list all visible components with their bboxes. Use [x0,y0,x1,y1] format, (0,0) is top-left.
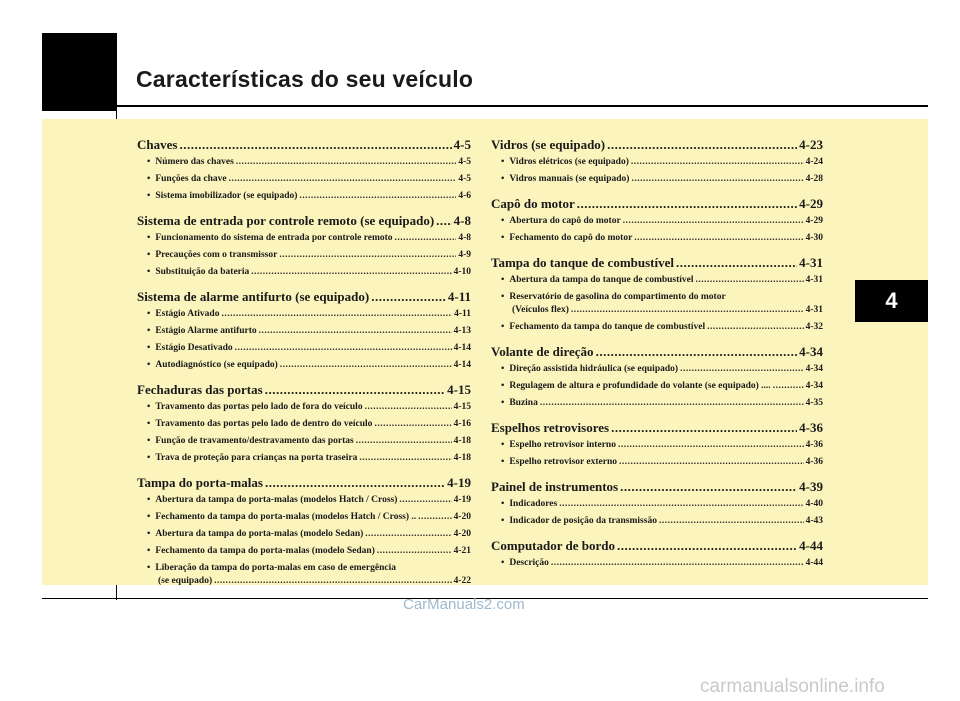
toc-item[interactable] [137,250,471,265]
bullet-icon: • [147,174,151,184]
toc-item-label: Sistema imobilizador (se equipado) [155,191,298,201]
toc-item[interactable] [137,343,471,358]
toc-item-label: Precauções com o transmissor [155,250,278,260]
bullet-icon: • [147,546,151,556]
dot-leader [773,381,804,391]
dot-leader [631,174,803,184]
bullet-icon: • [501,292,505,302]
toc-item-label: Abertura da tampa do porta-malas (modelos Hatch / Cross) [155,495,398,505]
bullet-icon: • [147,326,151,336]
toc-item[interactable] [137,402,471,417]
bullet-icon: • [147,495,151,505]
bullet-icon: • [147,309,151,319]
toc-item-label: Trava de proteção para crianças na porta traseira [155,453,358,463]
toc-item-page: 4-16 [453,419,471,429]
toc-item-page: 4-29 [805,216,823,226]
toc-section-label: Chaves [137,137,178,152]
toc-item-label: Abertura do capô do motor [509,216,621,226]
bullet-icon: • [147,157,151,167]
toc-section-page: 4-34 [799,344,823,359]
toc-item-label: Autodiagnóstico (se equipado) [155,360,278,370]
dot-leader [251,267,451,277]
toc-section-page: 4-44 [799,538,823,553]
toc-section-label: Vidros (se equipado) [491,137,606,152]
toc-item-page: 4-43 [805,516,823,526]
toc-item[interactable] [491,398,823,413]
bullet-icon: • [501,233,505,243]
bullet-icon: • [501,499,505,509]
dot-leader [299,191,456,201]
bullet-icon: • [501,457,505,467]
toc-item[interactable] [491,381,823,396]
toc-item-page: 4-14 [453,343,471,353]
toc-section-page: 4-23 [799,137,823,152]
dot-leader [540,398,804,408]
toc-item-page: 4-13 [453,326,471,336]
toc-item[interactable] [491,292,823,305]
toc-section[interactable] [491,344,823,362]
toc-item-page: 4-36 [805,457,823,467]
dot-leader [634,233,803,243]
toc-item-page: 4-34 [805,364,823,374]
dot-leader [617,538,797,554]
toc-item-label: Função de travamento/destravamento das portas [155,436,354,446]
toc-item-label: Fechamento do capô do motor [509,233,633,243]
toc-section-label: Fechaduras das portas [137,382,263,397]
toc-column-left [137,137,471,591]
toc-item-continuation[interactable] [137,576,471,591]
toc-item-continuation-label: (Veículos flex) [512,305,569,315]
toc-item-page: 4-36 [805,440,823,450]
toc-item-label: Fechamento da tampa do porta-malas (modelos Hatch / Cross) .. [155,512,417,522]
toc-item[interactable] [491,440,823,455]
toc-item-page: 4-40 [805,499,823,509]
bullet-icon: • [501,322,505,332]
toc-item[interactable] [491,216,823,231]
toc-item[interactable] [137,495,471,510]
watermark-top[interactable]: CarManuals2.com [403,596,525,613]
toc-item-page: 4-24 [805,157,823,167]
dot-leader [623,216,804,226]
toc-item[interactable] [137,360,471,375]
toc-item[interactable] [137,174,471,189]
dot-leader [179,137,451,153]
toc-item-label: Indicador de posição da transmissão [509,516,657,526]
toc-item[interactable] [491,364,823,379]
dot-leader [607,137,797,153]
toc-item-label: Substituição da bateria [155,267,250,277]
toc-item-page: 4-35 [805,398,823,408]
toc-item-label: Travamento das portas pelo lado de fora do veículo [155,402,363,412]
watermark-bottom[interactable]: carmanualsonline.info [700,676,885,697]
toc-item[interactable] [491,516,823,531]
toc-item[interactable] [137,233,471,248]
toc-item-label: Indicadores [509,499,558,509]
toc-item[interactable] [137,453,471,468]
toc-item-label: Funcionamento do sistema de entrada por controle remoto [155,233,393,243]
toc-section[interactable] [491,538,823,556]
toc-section-label: Sistema de alarme antifurto (se equipado) [137,289,370,304]
toc-section-label: Tampa do tanque de combustível [491,255,674,270]
dot-leader [365,402,452,412]
toc-item-page: 4-19 [453,495,471,505]
toc-item-label: Vidros elétricos (se equipado) [509,157,629,167]
bullet-icon: • [147,402,151,412]
toc-item[interactable] [137,529,471,544]
toc-item-page: 4-14 [453,360,471,370]
toc-item-label: Estágio Alarme antifurto [155,326,257,336]
toc-item[interactable] [137,191,471,206]
dot-leader [618,440,804,450]
bullet-icon: • [147,436,151,446]
title-rule [116,105,928,107]
toc-item[interactable] [491,499,823,514]
dot-leader [631,157,804,167]
dot-leader [436,213,451,229]
toc-item-page: 4-5 [458,174,471,184]
toc-item-page: 4-34 [805,381,823,391]
toc-item-continuation[interactable] [491,305,823,320]
toc-item-page: 4-8 [458,233,471,243]
bullet-icon: • [501,157,505,167]
toc-section[interactable] [491,479,823,497]
dot-leader [221,309,452,319]
toc-item-label: Descrição [509,558,549,568]
bullet-icon: • [147,343,151,353]
dot-leader [577,196,797,212]
toc-item-label: Fechamento da tampa do tanque de combustível [509,322,706,332]
toc-item-label: Espelho retrovisor externo [509,457,617,467]
toc-item-page: 4-10 [453,267,471,277]
toc-item-label: Regulagem de altura e profundidade do volante (se equipado) .... [509,381,771,391]
dot-leader [395,233,457,243]
dot-leader [279,250,456,260]
dot-leader [265,475,445,491]
toc-section-page: 4-15 [447,382,471,397]
toc-item-page: 4-11 [454,309,471,319]
toc-item-label: Abertura da tampa do porta-malas (modelo Sedan) [155,529,364,539]
dot-leader [619,457,804,467]
toc-item[interactable] [137,512,471,527]
bullet-icon: • [147,512,151,522]
toc-item-label: Buzina [509,398,538,408]
toc-item[interactable] [137,326,471,341]
toc-item-label: Liberação da tampa do porta-malas em caso de emergência [155,563,396,573]
toc-section-label: Sistema de entrada por controle remoto (se equipado) [137,213,435,228]
toc-section-page: 4-8 [453,213,471,228]
toc-item-page: 4-18 [453,453,471,463]
bullet-icon: • [147,360,151,370]
toc-item-label: Reservatório de gasolina do compartimento do motor [509,292,726,302]
bullet-icon: • [501,516,505,526]
bullet-icon: • [147,191,151,201]
dot-leader [229,174,457,184]
bullet-icon: • [501,364,505,374]
toc-item-label: Funções da chave [155,174,227,184]
toc-section[interactable] [137,289,471,307]
toc-item[interactable] [491,322,823,337]
toc-section-page: 4-36 [799,420,823,435]
toc-item-page: 4-20 [453,512,471,522]
bullet-icon: • [147,267,151,277]
bullet-icon: • [147,233,151,243]
toc-item-label: Travamento das portas pelo lado de dentro do veículo [155,419,373,429]
bullet-icon: • [501,558,505,568]
toc-item-label: Fechamento da tampa do porta-malas (modelo Sedan) [155,546,375,556]
toc-item-label: Abertura da tampa do tanque de combustível [509,275,694,285]
dot-leader [280,360,452,370]
toc-section-page: 4-39 [799,479,823,494]
page-title: Características do seu veículo [136,66,474,92]
toc-item[interactable] [137,546,471,561]
bullet-icon: • [501,398,505,408]
dot-leader [571,305,804,315]
toc-section[interactable] [491,255,823,273]
corner-block [42,33,117,111]
toc-item-page: 4-21 [453,546,471,556]
toc-section[interactable] [137,475,471,493]
bullet-icon: • [147,529,151,539]
toc-section-label: Painel de instrumentos [491,479,619,494]
dot-leader [611,420,797,436]
toc-item-page: 4-32 [805,322,823,332]
bullet-icon: • [501,174,505,184]
bullet-icon: • [501,440,505,450]
toc-item[interactable] [491,233,823,248]
dot-leader [559,499,803,509]
toc-item[interactable] [491,558,823,573]
dot-leader [265,382,445,398]
toc-item-label: Vidros manuais (se equipado) [509,174,630,184]
dot-leader [374,419,451,429]
toc-section[interactable] [491,137,823,155]
toc-item-page: 4-44 [805,558,823,568]
dot-leader [696,275,804,285]
toc-section[interactable] [491,196,823,214]
chapter-tab[interactable]: 4 [855,280,928,322]
bullet-icon: • [501,381,505,391]
toc-item[interactable] [491,457,823,472]
toc-item[interactable] [137,563,471,576]
toc-item-label: Direção assistida hidráulica (se equipado) [509,364,679,374]
toc-item-page: 4-5 [458,157,471,167]
toc-column-right [491,137,823,573]
toc-item[interactable] [137,436,471,451]
toc-section-page: 4-19 [447,475,471,490]
toc-item-label: Estágio Desativado [155,343,233,353]
toc-section[interactable] [137,213,471,231]
dot-leader [365,529,451,539]
toc-section-label: Computador de bordo [491,538,616,553]
toc-item[interactable] [491,157,823,172]
toc-section[interactable] [137,382,471,400]
toc-item-page: 4-31 [805,275,823,285]
toc-section-page: 4-29 [799,196,823,211]
bullet-icon: • [501,216,505,226]
dot-leader [377,546,452,556]
toc-section-label: Espelhos retrovisores [491,420,610,435]
toc-item[interactable] [137,309,471,324]
dot-leader [676,255,797,271]
toc-item[interactable] [137,267,471,282]
dot-leader [356,436,452,446]
toc-item-page: 4-30 [805,233,823,243]
toc-section-page: 4-5 [453,137,471,152]
bullet-icon: • [147,563,151,573]
bullet-icon: • [147,419,151,429]
toc-item[interactable] [491,174,823,189]
bullet-icon: • [501,275,505,285]
bullet-icon: • [147,453,151,463]
toc-item-page: 4-9 [458,250,471,260]
toc-section[interactable] [491,420,823,438]
toc-item-continuation-page: 4-31 [805,305,823,315]
toc-section-label: Capô do motor [491,196,575,211]
toc-item-page: 4-18 [453,436,471,446]
dot-leader [399,495,451,505]
toc-item-label: Número das chaves [155,157,234,167]
toc-item-page: 4-28 [805,174,823,184]
toc-item[interactable] [491,275,823,290]
toc-item-page: 4-20 [453,529,471,539]
dot-leader [418,512,451,522]
toc-item[interactable] [137,419,471,434]
toc-section-label: Volante de direção [491,344,594,359]
dot-leader [596,344,798,360]
toc-item-page: 4-6 [458,191,471,201]
toc-section-page: 4-31 [799,255,823,270]
toc-section[interactable] [137,137,471,155]
dot-leader [214,576,451,586]
dot-leader [371,289,446,305]
toc-item-continuation-page: 4-22 [453,576,471,586]
dot-leader [659,516,804,526]
toc-item-label: Espelho retrovisor interno [509,440,616,450]
toc-section-label: Tampa do porta-malas [137,475,263,490]
toc-item-label: Estágio Ativado [155,309,220,319]
dot-leader [551,558,804,568]
dot-leader [236,157,457,167]
dot-leader [620,479,797,495]
toc-item-page: 4-15 [453,402,471,412]
dot-leader [259,326,452,336]
toc-section-page: 4-11 [447,289,471,304]
dot-leader [680,364,804,374]
dot-leader [235,343,452,353]
dot-leader [707,322,803,332]
toc-item-continuation-label: (se equipado) [158,576,213,586]
dot-leader [359,453,451,463]
toc-item[interactable] [137,157,471,172]
bullet-icon: • [147,250,151,260]
